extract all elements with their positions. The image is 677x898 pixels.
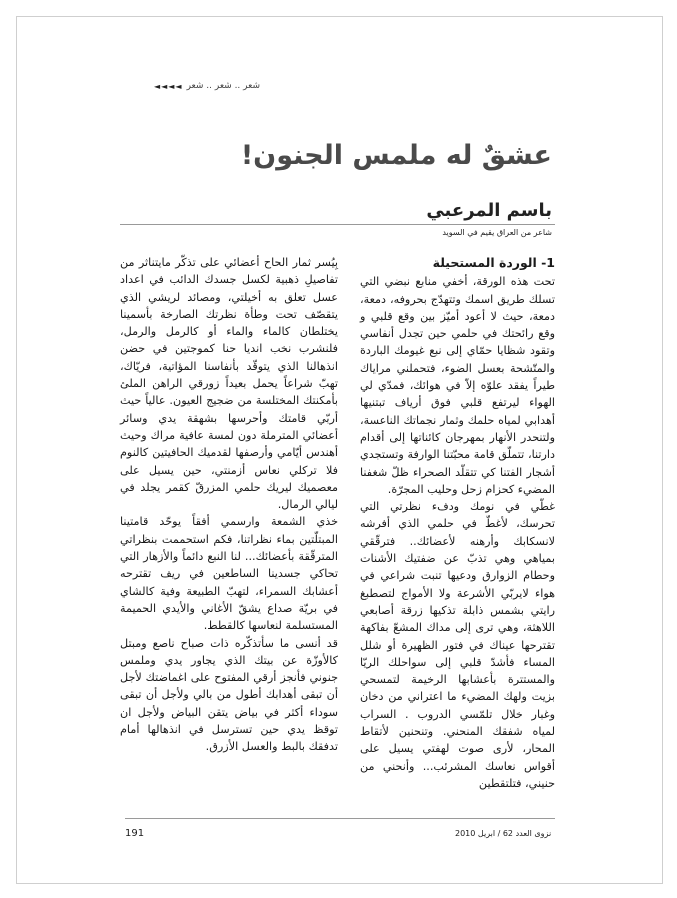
page-number: 191 <box>125 828 145 839</box>
article-title: عشقٌ له ملمس الجنون! <box>240 140 552 171</box>
author-name: باسم المرعبي <box>426 200 552 221</box>
section-heading: 1- الوردة المستحيلة <box>432 255 555 270</box>
author-divider <box>120 224 555 225</box>
issue-info: نزوى العدد 62 / ابريل 2010 <box>455 829 552 838</box>
paragraph: خذي الشمعة وارسمي أفقاً يوحّد قامتينا المبتلّتين بماء نظراتنا، فكم استحممت بنظراتي المترقّقة بأعضائك... لنا النبع دائماً والأزهار التي تحاكي جسدينا الساطعين في ريف تقترحه أعشابك السمراء، لتهبّ الطبيعة وفية كالشاي في بريّة صداع يشقّ الأغاني والأيدي الحميمة المستسلمة لنعاسها كالقطط. <box>120 515 338 633</box>
paragraph: غطّي في نومك ودفء نظرتي التي تحرسك، لأغطّ في حلمي الذي أفرشه لانسكابك وأرهنه لأعضائك.. فترقّقي بمياهي وهي تذبّ عن ضفتيك الأشنات وحطام الزوارق ودعيها تنبت شراعي في هواء لايربّي الأشرعة ولا الأمواج لتصطبغ رايتي بشمس ذابلة تذكيها زرقة أصابعي اللاهثة، وهي ترى إلى مداك المشعّ بفاكهة تقترحها عيناك في فتور الظهيرة أو شلل المساء فأشدّ قلبي إلى سواحلك الريّا والمستترة بأعشابها الرخيمة لتمسحي بزيت ولهك المضيء ما اعتراني من دخان وغبار خلال تلمّسي الدروب . السراب لمياه شفقك المنحني. وتنحنين لأتقاط المحار، لأرى صوت لهفتي يسيل على أقواس نعاسك المشرئب... وأنحني من حنيني، فتلتقطين <box>360 500 555 790</box>
section-label: شعر .. شعر .. شعر <box>186 81 260 91</box>
footer-divider <box>125 818 555 819</box>
arrow-icons: ◄◄◄◄ <box>153 81 183 91</box>
section-header <box>120 78 260 94</box>
column-left <box>120 254 338 756</box>
author-note: شاعر من العراق يقيم في السويد <box>442 228 552 237</box>
paragraph: قد أنسى ما سأتذكّره ذات صباح ناصع ومبتل كالأوزّة عن بيتك الذي يجاور يدي وملمس جنوني فأنجز أرقي المفتوح على اغماضتك لأجل أن تبقى أهدابك أطول من بالي ولأجل أن تبقى سوداء أكثر في بياض يتقن البياض ولأجل ان توقظ يدي حين تسترسل في انذهالها أمام تدفقك بالبط والعسل الأزرق. <box>120 636 338 754</box>
paragraph: بِيُسر ثمار الحاح أعضائي على تذكّر مايتناثر من تفاصيلِ ذهبية لكسل جسدك الدائب في اعداد عسل تعلق به أخيلتي، ومصائد لريشي الذي يتقصّف تحت وطأة نظرتك الصارخة بأسمينا يختلطان كالماء والماء أو كالرمل والرمل، فلنشرب نخب انديا حنا كموجتين في حضن انذهالنا الذي يتوقّد بأنفاسنا المؤاتية، فريّاك، تهبّ شراعاً يحمل بعيداً زورقي الراهن الملئ بأمكنتك المختلسة من ضجيج العيون. عالياً حيث أربّي قامتك وأحرسها بشهقة يدي وسائر أعضائي المترملة دون لمسة عافية مراك وحيث أهندس أيّامي وأرصفها لقدميك الحافيتين كالنوم فلا تركلي نعاس أزمنتي، حين يسيل على معصميك ليريك حلمي المزرقّ كقمر يجلد في ليالي الرمال. <box>120 256 338 512</box>
paragraph: تحت هذه الورقة، أخفي منابع نبضي التي تسلك طريق اسمك وتتهدّج بحروفه، دمعة، دمعة، حيث لا أعود أميّز بين وقع قلبي و وقع رائحتك في حلمي حين تجدل أنفاسي وتقود شظايا حمّاي إلى نبع غيومك الباردة والمتّشحة بعسل الضوء، فتحملني مراياك طيراً يفقد علوّه إلاّ في هوائك، فمدّي لي الهواء ليرتفع قلبي فوق أرياف تبتنيها أهدابي لمياه حلمك وثمار نجماتك الناعسة، ولتنحدر الأنهار بمهرجان كائناتها إلى أقدام دارتنا، تتملّق قامة محبّتنا الوارفة وتستجدي أشجار الفتنا كي تتقلّد الصحراء ظلّ شغفنا المضيء كحزام زحل وحليب المجرّة. <box>360 275 555 496</box>
column-right <box>360 254 555 792</box>
